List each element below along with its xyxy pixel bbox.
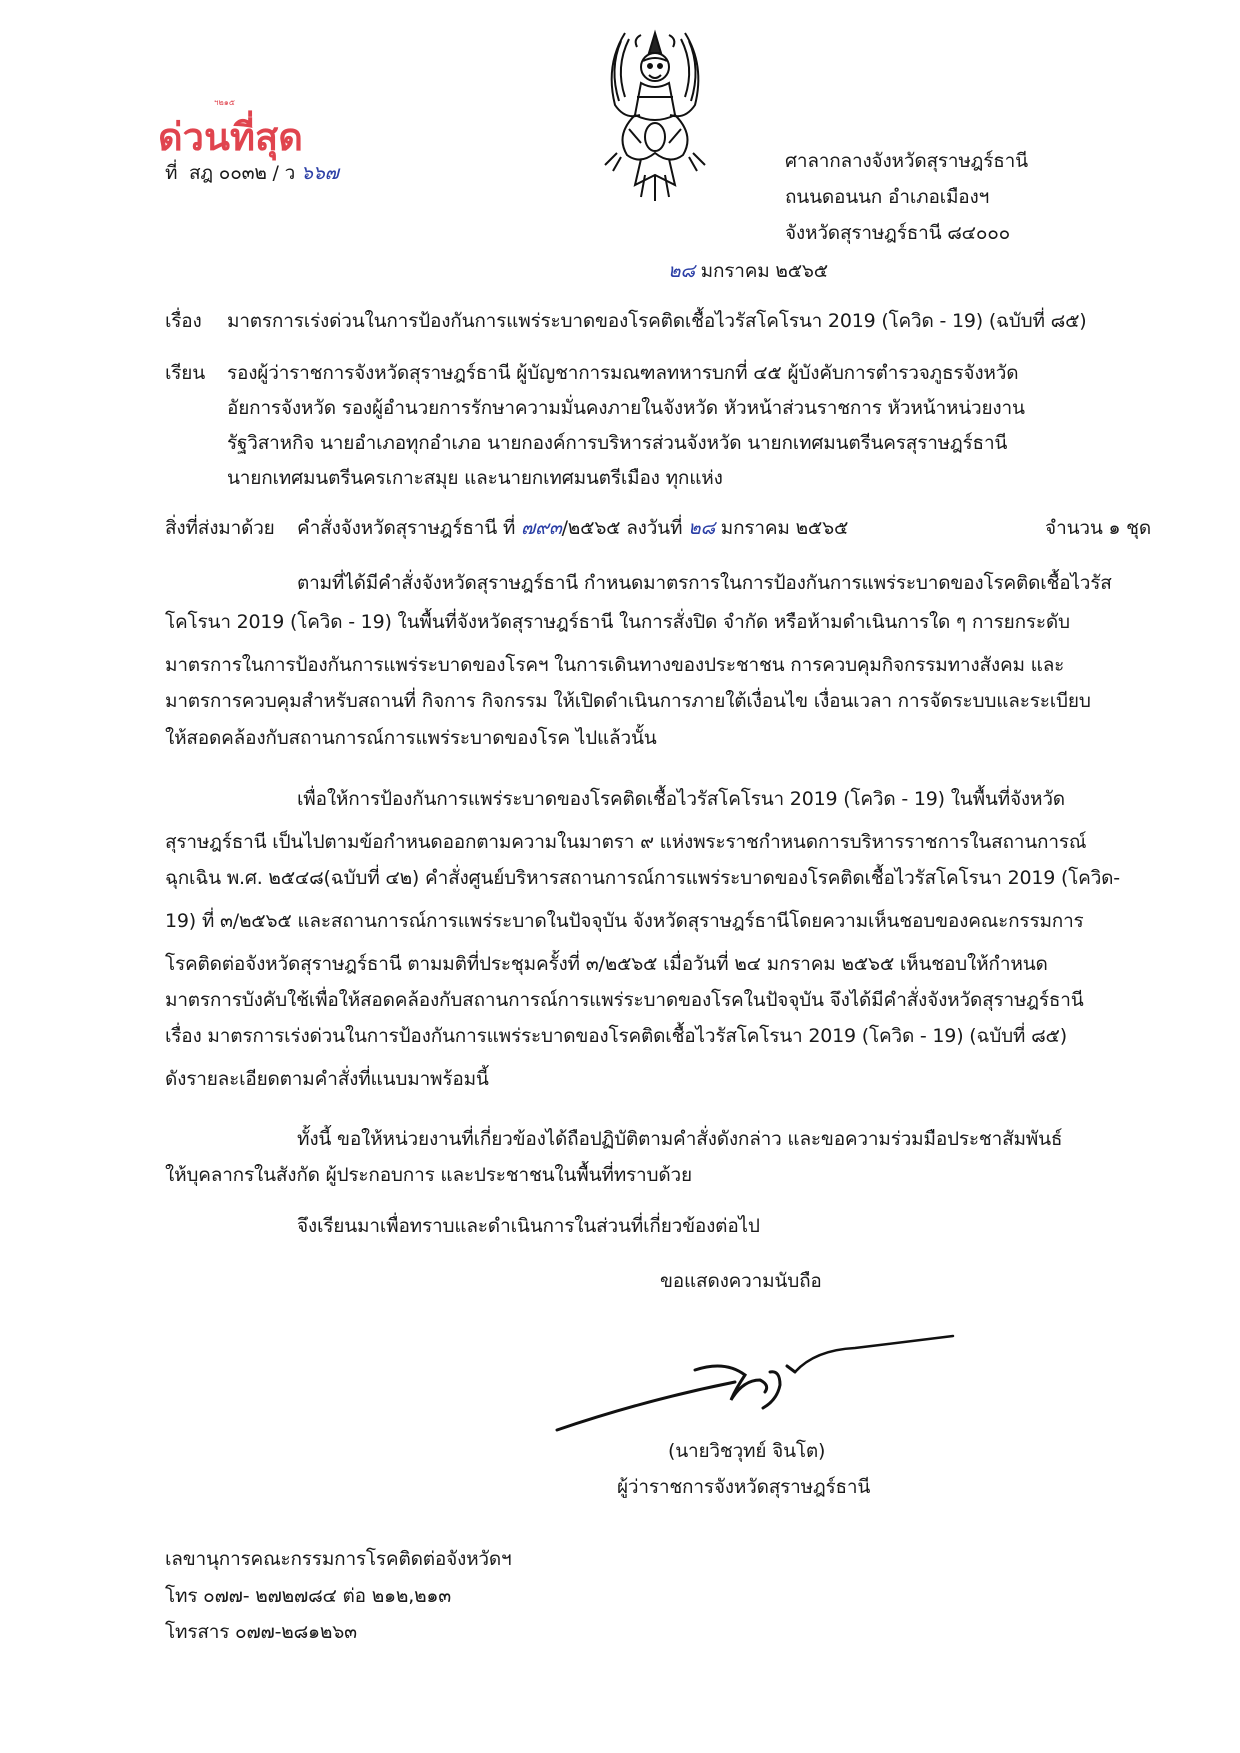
footer-fax: โทรสาร ๐๗๗-๒๘๑๒๖๓	[165, 1621, 357, 1643]
recipient-line-3: รัฐวิสาหกิจ นายอำเภอทุกอำเภอ นายกองค์การบริหารส่วนจังหวัด นายกเทศมนตรีนครสุราษฎร์ธานี	[227, 432, 1008, 454]
paragraph-2-line-8: ดังรายละเอียดตามคำสั่งที่แนบมาพร้อมนี้	[165, 1068, 489, 1090]
enclosure-day-handwritten: ๒๘	[688, 517, 715, 539]
recipient-line-2: อัยการจังหวัด รองผู้อำนวยการรักษาความมั่นคงภายในจังหวัด หัวหน้าส่วนราชการ หัวหน้าหน่วยงาน	[227, 397, 1025, 419]
enclosure-text-mid: /๒๕๖๕ ลงวันที่	[561, 517, 683, 539]
enclosure-order-handwritten: ๗๙๓	[521, 517, 562, 539]
doc-number-prefix: สฎ ๐๐๓๒ / ว	[189, 162, 296, 184]
signatory-name: (นายวิชวุทย์ จินโต)	[668, 1440, 826, 1462]
paragraph-2-line-3: ฉุกเฉิน พ.ศ. ๒๕๔๘(ฉบับที่ ๔๒) คำสั่งศูนย์บริหารสถานการณ์การแพร่ระบาดของโรคติดเชื้อไวรัสโคโรนา 2019 (โควิด-	[165, 867, 1120, 889]
closing-salutation: ขอแสดงความนับถือ	[660, 1270, 822, 1292]
doc-number	[165, 164, 339, 183]
address-line-3: จังหวัดสุราษฎร์ธานี ๘๔๐๐๐	[785, 222, 1011, 244]
doc-number-handwritten: ๖๖๗	[300, 162, 339, 184]
recipient-line-4: นายกเทศมนตรีนครเกาะสมุย และนายกเทศมนตรีเมือง ทุกแห่ง	[227, 467, 723, 489]
address-line-1: ศาลากลางจังหวัดสุราษฎร์ธานี	[785, 150, 1028, 172]
paragraph-3-line-2: ให้บุคลากรในสังกัด ผู้ประกอบการ และประชาชนในพื้นที่ทราบด้วย	[165, 1164, 692, 1186]
footer-office: เลขานุการคณะกรรมการโรคติดต่อจังหวัดฯ	[165, 1548, 512, 1570]
signature-icon	[555, 1330, 955, 1440]
enclosure-text-after: มกราคม ๒๕๖๕	[720, 517, 849, 539]
paragraph-1-line-1: ตามที่ได้มีคำสั่งจังหวัดสุราษฎร์ธานี กำหนดมาตรการในการป้องกันการแพร่ระบาดของโรคติดเชื้อไวรัส	[297, 572, 1112, 594]
enclosure-text	[297, 519, 848, 538]
enclosure-text-before: คำสั่งจังหวัดสุราษฎร์ธานี ที่	[297, 517, 516, 539]
paragraph-3-line-1: ทั้งนี้ ขอให้หน่วยงานที่เกี่ยวข้องได้ถือปฏิบัติตามคำสั่งดังกล่าว และขอความร่วมมือประชาสัมพันธ์	[297, 1128, 1063, 1150]
paragraph-2-line-5: โรคติดต่อจังหวัดสุราษฎร์ธานี ตามมติที่ประชุมครั้งที่ ๓/๒๕๖๕ เมื่อวันที่ ๒๔ มกราคม ๒๕๖๕ เห็นชอบให้กำหนด	[165, 953, 1048, 975]
date-day-handwritten: ๒๘	[668, 260, 695, 282]
recipient-label: เรียน	[165, 362, 206, 384]
date-month-year: มกราคม ๒๕๖๕	[700, 260, 828, 282]
recipient-line-1: รองผู้ว่าราชการจังหวัดสุราษฎร์ธานี ผู้บัญชาการมณฑลทหารบกที่ ๔๕ ผู้บังคับการตำรวจภูธรจังหวัด	[227, 362, 1019, 384]
paragraph-2-line-6: มาตรการบังคับใช้เพื่อให้สอดคล้องกับสถานการณ์การแพร่ระบาดของโรคในปัจจุบัน จึงได้มีคำสั่งจังหวัดสุราษฎร์ธานี	[165, 989, 1084, 1011]
urgency-stamp: ด่วนที่สุด	[158, 115, 303, 159]
enclosure-label: สิ่งที่ส่งมาด้วย	[165, 517, 275, 539]
paragraph-2-line-2: สุราษฎร์ธานี เป็นไปตามข้อกำหนดออกตามความในมาตรา ๙ แห่งพระราชกำหนดการบริหารราชการในสถานการณ์	[165, 831, 1087, 853]
enclosure-quantity: จำนวน ๑ ชุด	[1045, 517, 1152, 539]
doc-number-label: ที่	[165, 162, 178, 184]
paragraph-1-line-5: ให้สอดคล้องกับสถานการณ์การแพร่ระบาดของโรค ไปแล้วนั้น	[165, 727, 657, 749]
paragraph-1-line-2: โคโรนา 2019 (โควิด - 19) ในพื้นที่จังหวัดสุราษฎร์ธานี ในการสั่งปิด จำกัด หรือห้ามดำเนินการใด ๆ การยกระดับ	[165, 611, 1070, 633]
paragraph-2-line-7: เรื่อง มาตรการเร่งด่วนในการป้องกันการแพร่ระบาดของโรคติดเชื้อไวรัสโคโรนา 2019 (โควิด - 19) (ฉบับที่ ๘๕)	[165, 1025, 1067, 1047]
document-date	[668, 262, 828, 281]
paragraph-1-line-4: มาตรการควบคุมสำหรับสถานที่ กิจการ กิจกรรม ให้เปิดดำเนินการภายใต้เงื่อนไข เงื่อนเวลา การจัดระบบและระเบียบ	[165, 690, 1091, 712]
garuda-emblem-icon	[585, 25, 725, 205]
paragraph-1-line-3: มาตรการในการป้องกันการแพร่ระบาดของโรคฯ ในการเดินทางของประชาชน การควบคุมกิจกรรมทางสังคม และ	[165, 654, 1065, 676]
paragraph-2-line-4: 19) ที่ ๓/๒๕๖๕ และสถานการณ์การแพร่ระบาดในปัจจุบัน จังหวัดสุราษฎร์ธานีโดยความเห็นชอบของคณะกรรมการ	[165, 910, 1084, 932]
stamp-note: ฯ๒๑๕	[214, 98, 235, 107]
footer-phone: โทร ๐๗๗- ๒๗๒๗๘๔ ต่อ ๒๑๒,๒๑๓	[165, 1585, 452, 1607]
subject-text: มาตรการเร่งด่วนในการป้องกันการแพร่ระบาดของโรคติดเชื้อไวรัสโคโรนา 2019 (โควิด - 19) (ฉบับที่ ๘๕)	[227, 310, 1087, 332]
subject-label: เรื่อง	[165, 310, 202, 332]
signatory-position: ผู้ว่าราชการจังหวัดสุราษฎร์ธานี	[617, 1476, 871, 1498]
paragraph-2-line-1: เพื่อให้การป้องกันการแพร่ระบาดของโรคติดเชื้อไวรัสโคโรนา 2019 (โควิด - 19) ในพื้นที่จังหวัด	[297, 788, 1065, 810]
closing-request: จึงเรียนมาเพื่อทราบและดำเนินการในส่วนที่เกี่ยวข้องต่อไป	[297, 1215, 760, 1237]
address-line-2: ถนนดอนนก อำเภอเมืองฯ	[785, 186, 990, 208]
